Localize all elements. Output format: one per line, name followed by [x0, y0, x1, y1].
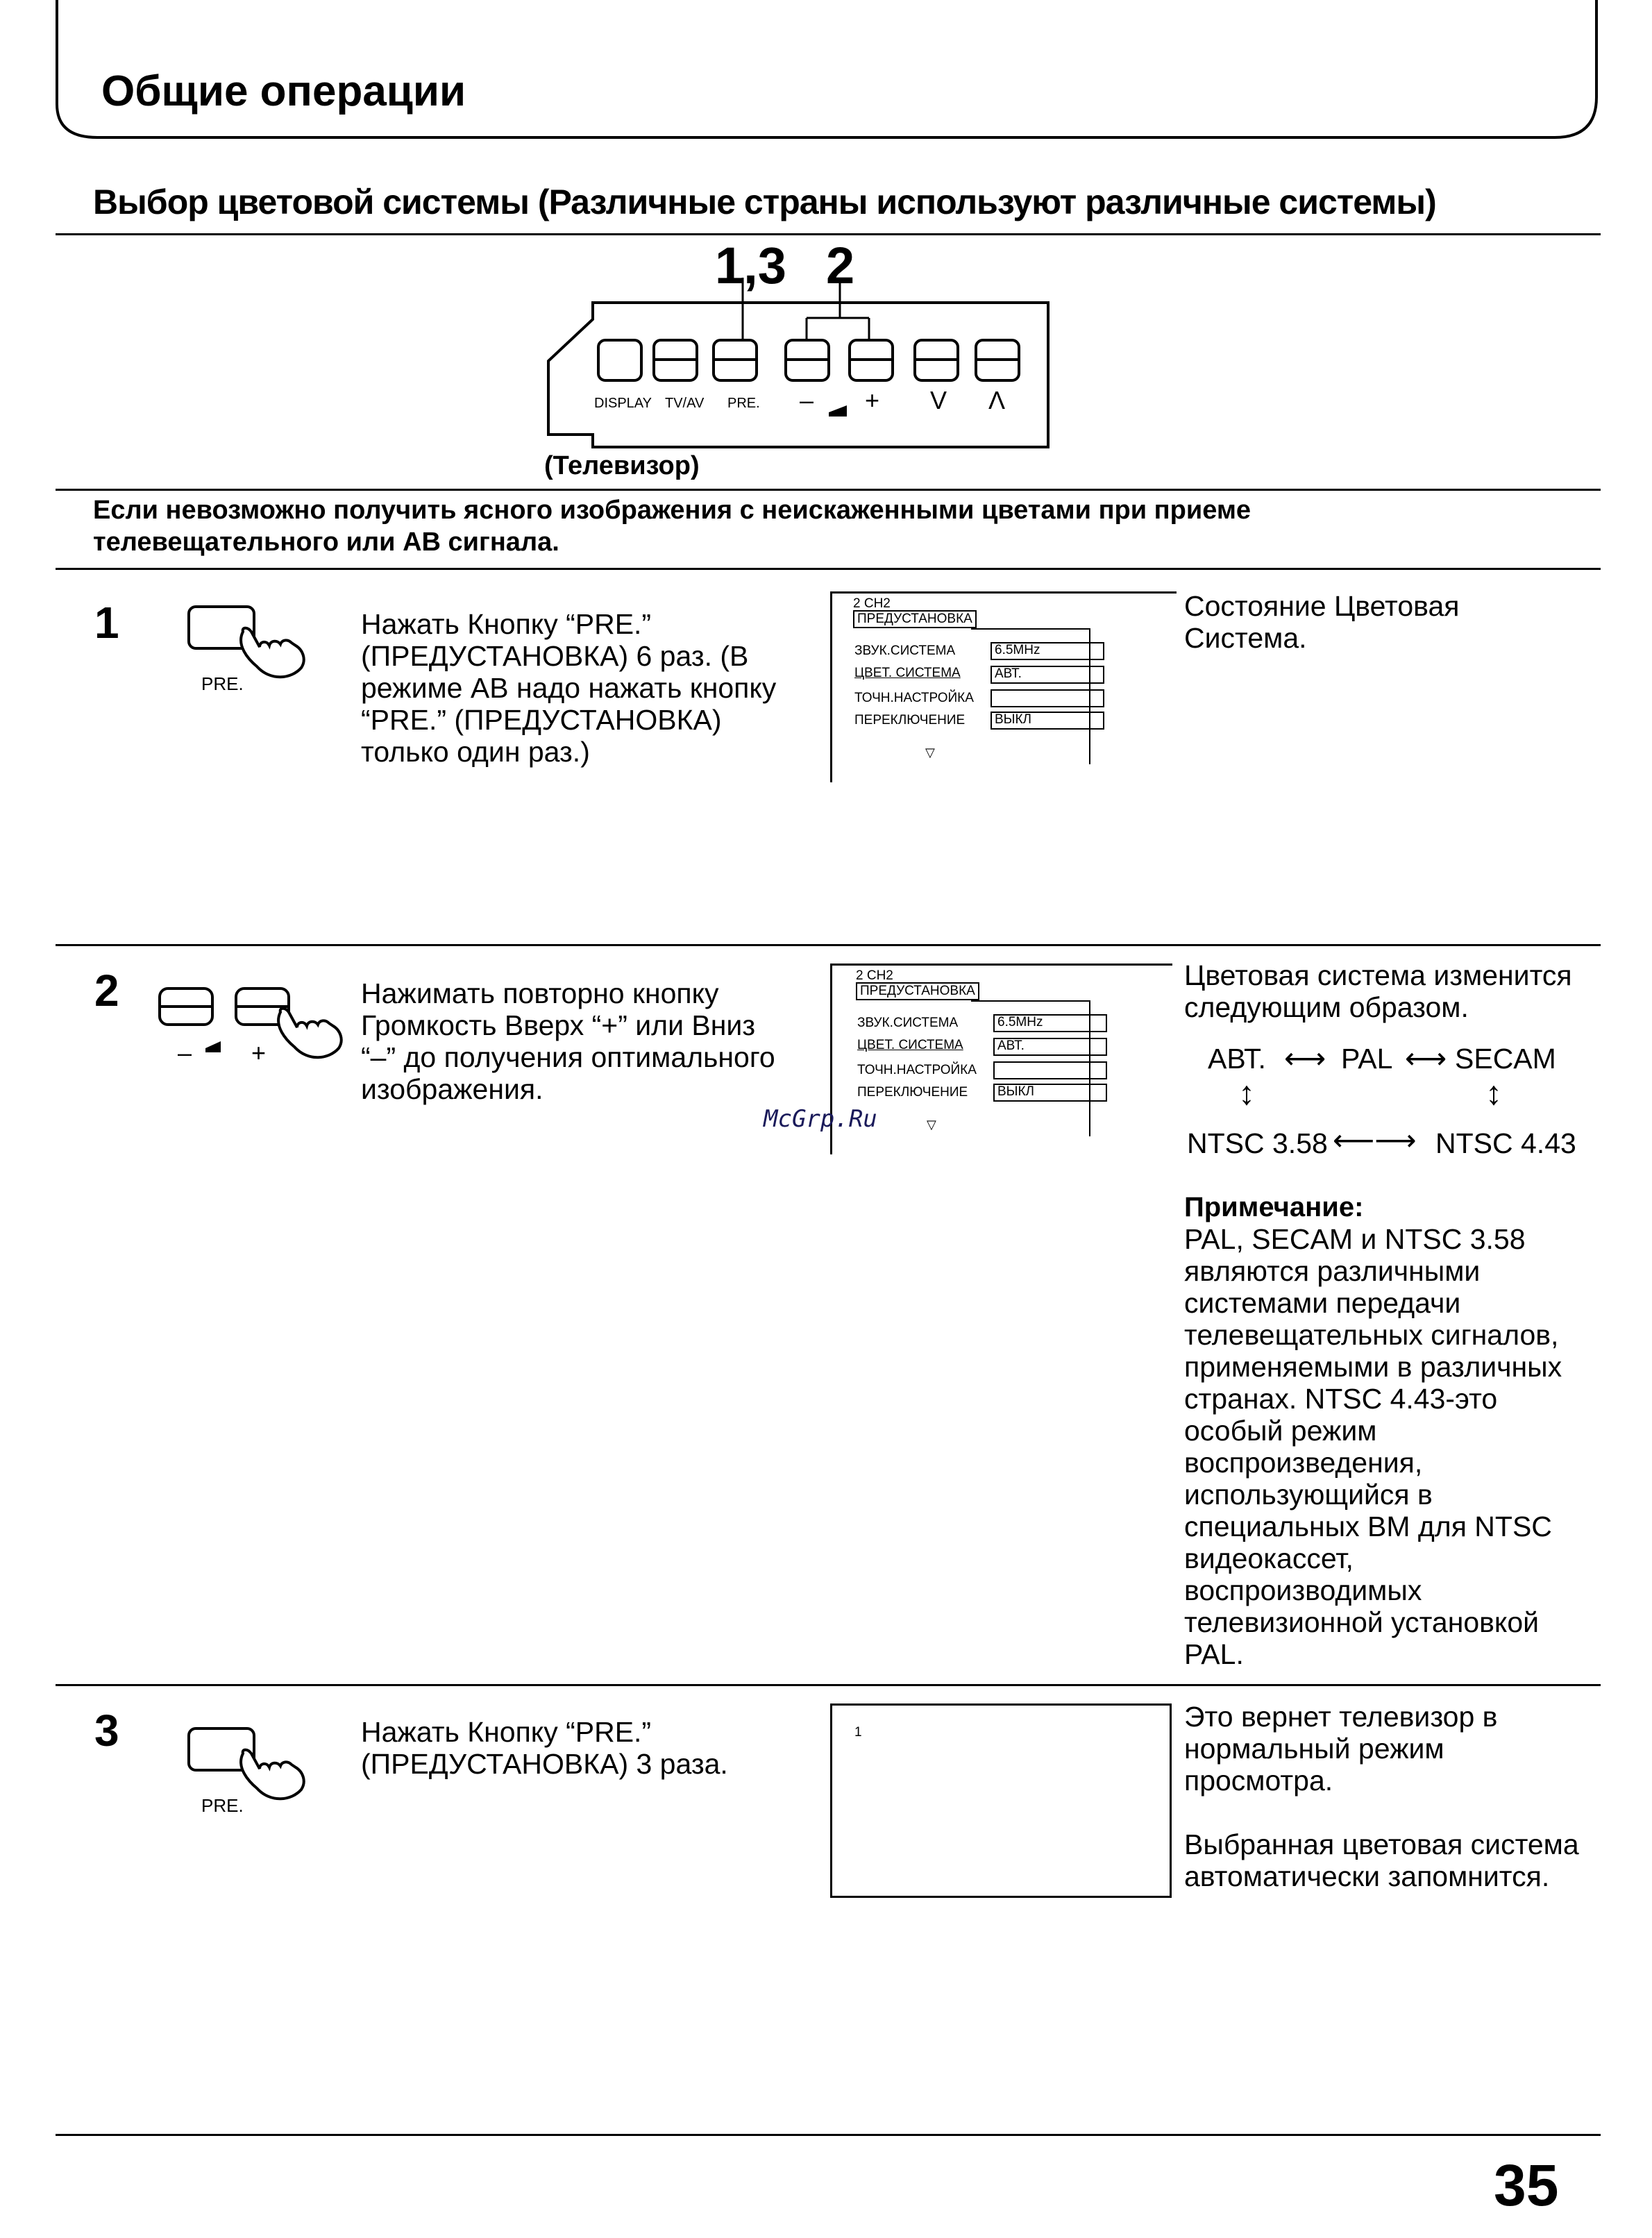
screen-channel-number: 1: [854, 1725, 862, 1740]
tv-control-panel: [541, 278, 1069, 458]
note-text: PAL, SECAM и NTSC 3.58 являются различными системами передачи телевещательных сигналов, применяемыми в различных странах. NTSC 4.43-это особый режим воспроизведения, использующийся в специальных ВМ для NTSC видеокассет, воспроизводимых телевизионной установкой PAL.: [1184, 1223, 1562, 1670]
button-label-up: Λ: [988, 386, 1006, 414]
step-3-tv-screen: [830, 1703, 1172, 1898]
step-3-result: Это вернет телевизор в нормальный режим просмотра. Выбранная цветовая система автоматически запомнится.: [1184, 1701, 1579, 1892]
divider: [56, 233, 1601, 235]
cycle-ntsc358: NTSC 3.58: [1187, 1127, 1328, 1159]
cycle-ntsc443: NTSC 4.43: [1435, 1127, 1576, 1159]
intro-text: Если невозможно получить ясного изображения с неискаженными цветами при приеме телевещательного или АВ сигнала.: [93, 496, 1251, 557]
button-label-plus: +: [865, 386, 880, 414]
callout-1-3: 1,3: [715, 237, 786, 294]
cycle-avt: АВТ.: [1208, 1043, 1266, 1075]
step-1-number: 1: [94, 598, 119, 648]
arrow-vertical-icon: ↕: [1238, 1075, 1255, 1112]
step-3-instruction: Нажать Кнопку “PRE.” (ПРЕДУСТАНОВКА) 3 раза.: [361, 1716, 728, 1780]
step-2-number: 2: [94, 966, 119, 1016]
divider: [56, 944, 1601, 946]
step-1-osd-screen: 2 CH2 ПРЕДУСТАНОВКА ЗВУК.СИСТЕМА 6.5MHz ЦВЕТ. СИСТЕМА АВТ. ТОЧН.НАСТРОЙКА ПЕРЕКЛЮЧЕНИЕ ВЫКЛ ▽: [830, 591, 1177, 782]
step-3-number: 3: [94, 1706, 119, 1756]
note-title: Примечание:: [1184, 1192, 1364, 1222]
step-1-instruction: Нажать Кнопку “PRE.” (ПРЕДУСТАНОВКА) 6 раз. (В режиме АВ надо нажать кнопку “PRE.” (ПРЕДУСТАНОВКА) только один раз.): [361, 608, 777, 768]
step-1-result: Состояние Цветовая Система.: [1184, 590, 1460, 654]
divider: [56, 489, 1601, 491]
button-label-down: V: [930, 386, 947, 414]
button-label-tvav: TV/AV: [665, 396, 705, 411]
button-label-display: DISPLAY: [594, 396, 652, 411]
button-label-pre: PRE.: [727, 396, 760, 411]
arrow-vertical-icon: ↕: [1485, 1075, 1502, 1112]
plus-label: +: [251, 1038, 267, 1067]
callout-2: 2: [826, 237, 855, 294]
panel-caption: (Телевизор): [544, 451, 700, 480]
page-number: 35: [1494, 2153, 1559, 2218]
pre-button-icon-label: PRE.: [201, 673, 244, 694]
divider: [56, 568, 1601, 570]
arrow-both-icon: ⟵⟶: [1333, 1124, 1417, 1156]
footer-divider: [56, 2134, 1601, 2136]
step-2-osd-screen: 2 CH2 ПРЕДУСТАНОВКА ЗВУК.СИСТЕМА 6.5MHz ЦВЕТ. СИСТЕМА АВТ. ТОЧН.НАСТРОЙКА ПЕРЕКЛЮЧЕНИЕ ВЫКЛ ▽: [830, 964, 1172, 1154]
page-header-title: Общие операции: [101, 67, 466, 115]
section-title: Выбор цветовой системы (Различные страны используют различные системы): [93, 183, 1436, 221]
button-label-minus: –: [800, 386, 814, 414]
divider: [56, 1684, 1601, 1686]
minus-label: –: [178, 1038, 192, 1067]
watermark: McGrp.Ru: [764, 1105, 877, 1133]
step-2-result: Цветовая система изменится следующим образом.: [1184, 959, 1572, 1023]
cycle-secam: SECAM: [1455, 1043, 1556, 1075]
step-2-instruction: Нажимать повторно кнопку Громкость Вверх “+” или Вниз “–” до получения оптимального изображения.: [361, 977, 775, 1105]
pre-button-icon-label: PRE.: [201, 1795, 244, 1816]
arrow-both-icon: ⟷: [1405, 1042, 1447, 1075]
arrow-both-icon: ⟷: [1284, 1042, 1326, 1075]
cycle-pal: PAL: [1341, 1043, 1393, 1075]
